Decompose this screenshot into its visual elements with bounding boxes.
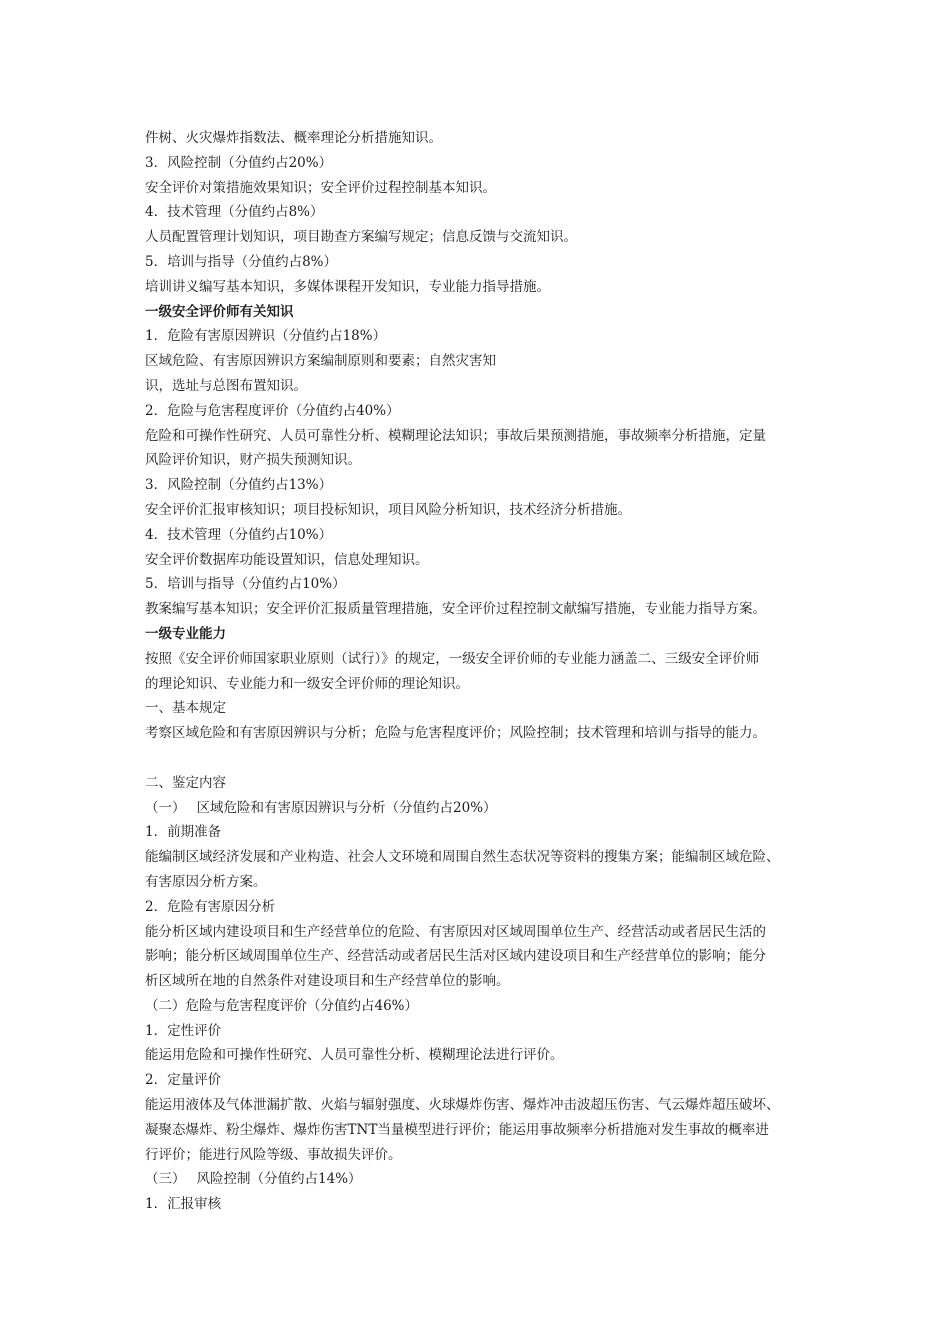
text-line: 安全评价数据库功能设置知识，信息处理知识。 xyxy=(145,551,429,568)
text-line: 能分析区域内建设项目和生产经营单位的危险、有害原因对区域周围单位生产、经营活动或者居民生活的 xyxy=(145,923,766,940)
text-line: 1．汇报审核 xyxy=(145,1196,222,1213)
section-heading: 一级安全评价师有关知识 xyxy=(145,303,294,320)
text-line: 1．定性评价 xyxy=(145,1022,222,1039)
text-line: 凝聚态爆炸、粉尘爆炸、爆炸伤害TNT当量模型进行评价；能运用事故频率分析措施对发生事故的概率进 xyxy=(145,1121,769,1138)
text-line: 培训讲义编写基本知识，多媒体课程开发知识，专业能力指导措施。 xyxy=(145,278,550,295)
document-page xyxy=(145,126,825,1217)
text-line: 按照《安全评价师国家职业原则（试行）》的规定，一级安全评价师的专业能力涵盖二、三级安全评价师 xyxy=(145,650,760,667)
text-line: 能编制区域经济发展和产业构造、社会人文环境和周围自然生态状况等资料的搜集方案；能编制区域危险、 xyxy=(145,849,780,866)
text-line: 行评价；能进行风险等级、事故损失评价。 xyxy=(145,1146,402,1163)
text-line: 教案编写基本知识；安全评价汇报质量管理措施，安全评价过程控制文献编写措施，专业能力指导方案。 xyxy=(145,601,766,618)
text-line: 风险评价知识，财产损失预测知识。 xyxy=(145,452,361,469)
text-line: 人员配置管理计划知识，项目勘查方案编写规定；信息反馈与交流知识。 xyxy=(145,229,577,246)
text-line: 一、基本规定 xyxy=(145,700,226,717)
text-line: 的理论知识、专业能力和一级安全评价师的理论知识。 xyxy=(145,675,469,692)
text-line: 能运用危险和可操作性研究、人员可靠性分析、模糊理论法进行评价。 xyxy=(145,1047,564,1064)
text-line: 3．风险控制（分值约占13%） xyxy=(145,477,333,494)
text-line: 4．技术管理（分值约占8%） xyxy=(145,204,324,221)
text-line: 3．风险控制（分值约占20%） xyxy=(145,154,333,171)
section-heading: 一级专业能力 xyxy=(145,625,226,642)
text-line: 1．危险有害原因辨识（分值约占18%） xyxy=(145,328,387,345)
text-line: 考察区域危险和有害原因辨识与分析；危险与危害程度评价；风险控制；技术管理和培训与指导的能力。 xyxy=(145,725,766,742)
text-line: 2．危险与危害程度评价（分值约占40%） xyxy=(145,402,400,419)
text-line: （三） 风险控制（分值约占14%） xyxy=(145,1171,362,1188)
text-line: 危险和可操作性研究、人员可靠性分析、模糊理论法知识；事故后果预测措施，事故频率分析措施，定量 xyxy=(145,427,766,444)
text-line: 能运用液体及气体泄漏扩散、火焰与辐射强度、火球爆炸伤害、爆炸冲击波超压伤害、气云爆炸超压破坏、 xyxy=(145,1097,780,1114)
text-line: 4．技术管理（分值约占10%） xyxy=(145,526,333,543)
text-line: 安全评价汇报审核知识；项目投标知识，项目风险分析知识，技术经济分析措施。 xyxy=(145,501,631,518)
text-line: 安全评价对策措施效果知识；安全评价过程控制基本知识。 xyxy=(145,179,496,196)
text-line: （一） 区域危险和有害原因辨识与分析（分值约占20%） xyxy=(145,799,497,816)
text-line: 1．前期准备 xyxy=(145,824,222,841)
text-line: 有害原因分析方案。 xyxy=(145,873,267,890)
text-line: 5．培训与指导（分值约占8%） xyxy=(145,253,338,270)
text-line: 2．定量评价 xyxy=(145,1072,222,1089)
text-line: 2．危险有害原因分析 xyxy=(145,898,276,915)
text-line: 识，选址与总图布置知识。 xyxy=(145,377,307,394)
text-line: 影响；能分析区域周围单位生产、经营活动或者居民生活对区域内建设项目和生产经营单位的影响；能分 xyxy=(145,948,766,965)
text-line: （二）危险与危害程度评价（分值约占46%） xyxy=(145,997,419,1014)
text-line: 5．培训与指导（分值约占10%） xyxy=(145,576,346,593)
text-line: 析区域所在地的自然条件对建设项目和生产经营单位的影响。 xyxy=(145,973,510,990)
blank-line xyxy=(145,746,825,771)
text-line: 件树、火灾爆炸指数法、概率理论分析措施知识。 xyxy=(145,130,442,146)
text-line: 二、鉴定内容 xyxy=(145,774,226,791)
text-line: 区域危险、有害原因辨识方案编制原则和要素；自然灾害知 xyxy=(145,353,496,370)
